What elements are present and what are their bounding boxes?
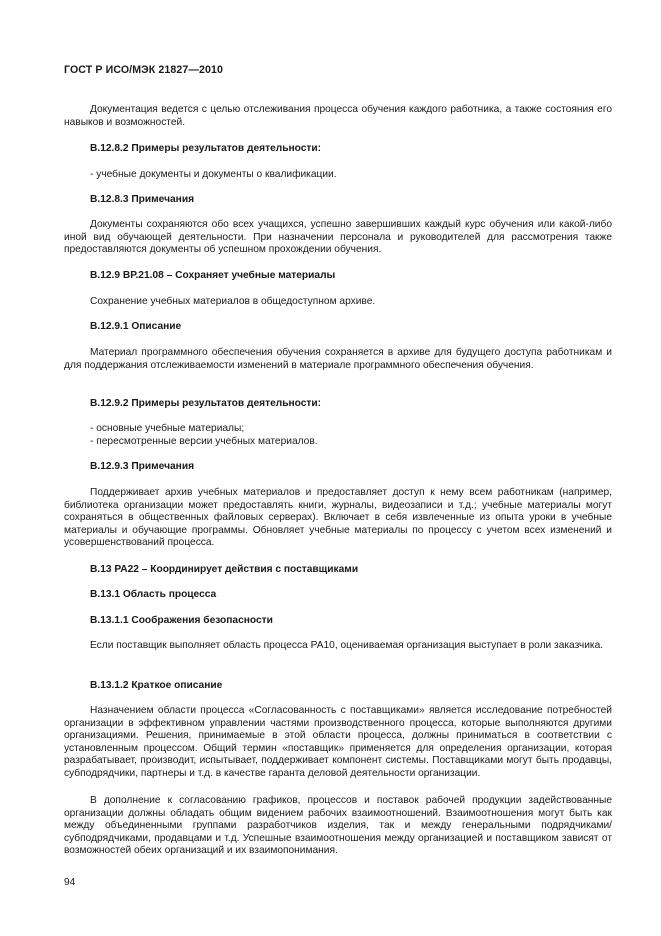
paragraph-b129: Сохранение учебных материалов в общедоступном архиве. bbox=[90, 296, 376, 307]
paragraph-b1283: Документы сохраняются обо всех учащихся, успешно завершивших каждый курс обучения или какой-либо иной вид обучающей деятельности. При назначении персонала и руководителей для рассмотрения также предоставляются документы об успешном прохождении обучения. bbox=[64, 219, 612, 256]
paragraph-b1291: Материал программного обеспечения обучения сохраняется в архиве для будущего доступа работникам и для поддержания отслеживаемости изменений в материале программного обеспечения обучения. bbox=[64, 347, 612, 371]
heading-b1283: В.12.8.3 Примечания bbox=[90, 194, 195, 205]
list-item: - основные учебные материалы; bbox=[90, 423, 245, 434]
heading-b1293: В.12.9.3 Примечания bbox=[90, 461, 195, 472]
heading-b1312: В.13.1.2 Краткое описание bbox=[90, 680, 223, 691]
heading-b129: В.12.9 ВР.21.08 – Сохраняет учебные материалы bbox=[90, 270, 336, 281]
document-header: ГОСТ Р ИСО/МЭК 21827—2010 bbox=[64, 64, 223, 76]
paragraph-b1293: Поддерживает архив учебных материалов и предоставляет доступ к нему всем работникам (например, библиотека организации может предоставлять книги, журналы, видеозаписи и т.д.; учебные материалы могут сохраняться в общественных файловых серверах). Включает в себя извлеченные из опыта уроки в учебные материалы и обучающие программы. Обновляет учебные материалы по процессу с учетом всех изменений и усовершенствований процесса. bbox=[64, 487, 612, 549]
heading-b1292: В.12.9.2 Примеры результатов деятельности: bbox=[90, 398, 322, 409]
heading-b131: В.13.1 Область процесса bbox=[90, 589, 217, 600]
heading-b1311: В.13.1.1 Соображения безопасности bbox=[90, 615, 273, 626]
heading-b1282: В.12.8.2 Примеры результатов деятельности: bbox=[90, 143, 322, 154]
heading-b1291: В.12.9.1 Описание bbox=[90, 321, 182, 332]
paragraph-b1311: Если поставщик выполняет область процесса РА10, оцениваемая организация выступает в роли заказчика. bbox=[90, 640, 604, 651]
intro-paragraph: Документация ведется с целью отслеживания процесса обучения каждого работника, а также состояния его навыков и возможностей. bbox=[64, 104, 612, 128]
list-item: - учебные документы и документы о квалификации. bbox=[90, 169, 337, 180]
paragraph-b1312-b: В дополнение к согласованию графиков, процессов и поставок рабочей продукции задействованные организации должны обладать общим видением рабочих взаимоотношений. Взаимоотношения могут быть как между объединенными группами разработчиков изделия, так и между генеральными подрядчиками/субподрядчиками, продавцами и т.д. Успешные взаимоотношения между организацией и поставщиком зависят от возможностей обеих организаций и их взаимопонимания. bbox=[64, 795, 612, 857]
paragraph-b1312-a: Назначением области процесса «Согласованность с поставщиками» является исследование потребностей организации в эффективном управлении частями производственного процесса, которые выполняются другими организациями. Решения, принимаемые в этой области процесса, должны приниматься в соответствии с установленным процессом. Общий термин «поставщик» применяется для определения организации, которая разрабатывает, производит, испытывает, поддерживает компонент системы. Поставщиками могут быть продавцы, субподрядчики, партнеры и т.д. в качестве гаранта деловой деятельности организации. bbox=[64, 705, 612, 779]
page-number: 94 bbox=[64, 877, 76, 888]
list-item: - пересмотренные версии учебных материалов. bbox=[90, 436, 318, 447]
heading-b13: В.13 РА22 – Координирует действия с поставщиками bbox=[90, 564, 359, 575]
